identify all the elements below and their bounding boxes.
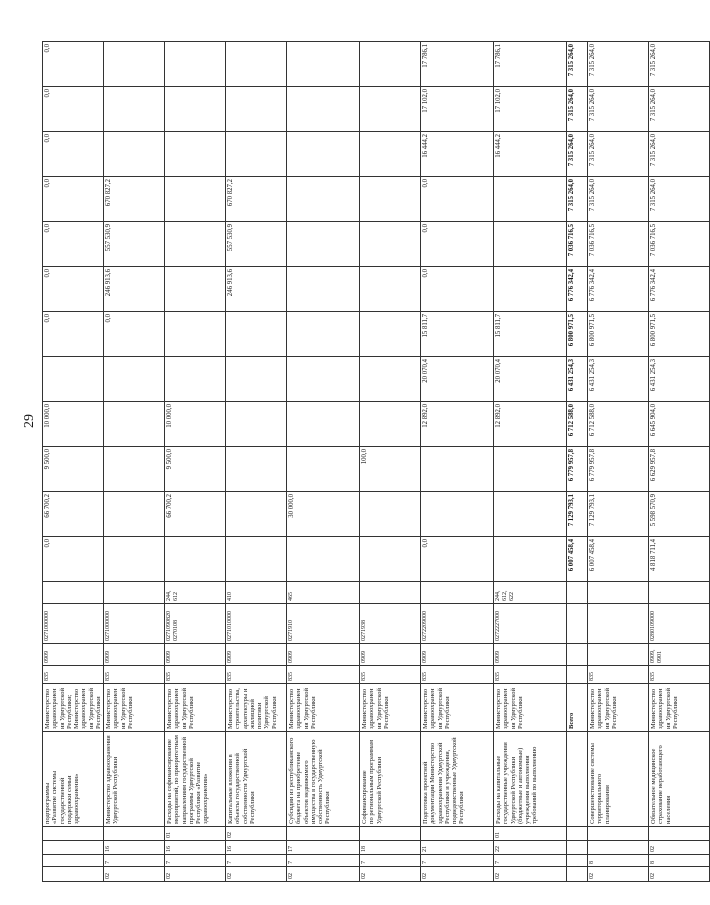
value-cell [104,402,165,447]
value-cell [226,87,287,132]
value-cell: 6 800 971,5 [649,312,710,357]
value-cell [360,492,421,537]
value-cell: 6 779 957,8 [588,447,649,492]
name-cell: подпрограммы «Развитие системы государственной поддержки семьи здравоохранения» [43,732,104,827]
target-article-cell: 0271938 [360,604,421,644]
value-cell: 0,0 [43,267,104,312]
value-cell: 20 070,4 [494,357,567,402]
value-cell [165,312,226,357]
page-number: 29 [22,414,37,428]
code-cell [649,827,710,841]
value-cell: 6 645 904,0 [649,402,710,447]
code-cell: 02 [649,841,710,855]
code-cell: 8 [588,855,649,867]
code-cell: 02 [421,867,494,882]
value-cell: 12 892,0 [421,402,494,447]
code-cell: 02 [226,867,287,882]
code-cell: 7 [226,855,287,867]
value-cell: 0,0 [104,312,165,357]
value-cell [360,42,421,87]
name-cell: Обязательное медицинское страхование неработающего населения [649,732,710,827]
executor-cell: Министерство здравоохранения Удмуртской Республики [649,684,710,732]
value-cell [494,267,567,312]
value-cell [494,537,567,582]
value-cell: 0,0 [43,222,104,267]
value-cell: 6 776 342,4 [567,267,588,312]
value-cell: 670 827,2 [226,177,287,222]
code-cell: 02 [360,867,421,882]
value-cell: 7 315 264,0 [567,177,588,222]
code-cell [43,867,104,882]
expense-type-cell [588,582,649,604]
table-row [287,42,360,882]
value-cell: 0,0 [43,537,104,582]
value-cell [165,222,226,267]
value-cell [226,492,287,537]
target-article-cell [588,604,649,644]
value-cell [421,447,494,492]
section-cell: 0909 [43,644,104,666]
target-article-cell: 0280109000 [649,604,710,644]
value-cell: 7 129 793,1 [588,492,649,537]
expense-type-cell [567,582,588,604]
value-cell: 6 431 254,3 [588,357,649,402]
value-cell [165,177,226,222]
section-cell: 0909 [421,644,494,666]
target-article-cell: 0272227000 [494,604,567,644]
name-cell: Подготовка проектной документации Министерство здравоохранения Удмуртской Республики и учреждения, подведомственные Удмуртской Республики [421,732,494,827]
table-row [567,42,588,882]
value-cell: 10 000,0 [165,402,226,447]
expense-type-cell: 244, 612 [165,582,226,604]
value-cell: 6 776 342,4 [649,267,710,312]
value-cell: 6 629 957,8 [649,447,710,492]
executor-cell: Всего [567,684,588,732]
value-cell [165,132,226,177]
value-cell [360,222,421,267]
value-cell: 4 818 711,4 [649,537,710,582]
code-cell [287,827,360,841]
value-cell: 7 315 264,0 [588,132,649,177]
value-cell [360,267,421,312]
value-cell [104,42,165,87]
value-cell: 9 500,0 [43,447,104,492]
value-cell: 10 000,0 [43,402,104,447]
section-cell: 0909 [494,644,567,666]
value-cell: 0,0 [421,267,494,312]
value-cell: 7 315 264,0 [649,177,710,222]
section-cell: 0909, 0901 [649,644,710,666]
value-cell [287,177,360,222]
code-cell: 16 [165,841,226,855]
code-cell: 18 [360,841,421,855]
code-cell: 21 [421,841,494,855]
code-cell: 01 [494,827,567,841]
value-cell: 17 102,0 [494,87,567,132]
value-cell: 6 712 588,0 [567,402,588,447]
code-cell [567,855,588,867]
value-cell [226,357,287,402]
code-cell: 8 [649,855,710,867]
grbs-cell: 835 [43,666,104,684]
code-cell: 7 [360,855,421,867]
executor-cell: Министерство здравоохранения Удмуртской Республики [494,684,567,732]
value-cell: 15 811,7 [494,312,567,357]
name-cell: Софинансирование по региональным программам Удмуртской Республики [360,732,421,827]
value-cell: 7 315 264,0 [649,132,710,177]
grbs-cell: 835 [104,666,165,684]
grbs-cell: 835 [649,666,710,684]
value-cell: 7 315 264,0 [588,87,649,132]
expense-type-cell [649,582,710,604]
grbs-cell [567,666,588,684]
value-cell: 7 036 716,5 [567,222,588,267]
value-cell [287,267,360,312]
value-cell: 7 315 264,0 [567,87,588,132]
code-cell: 22 [494,841,567,855]
section-cell: 0909 [287,644,360,666]
rotated-table-container [42,44,679,882]
name-cell: Совершенствование системы территориального планирования [588,732,649,827]
expense-type-cell: 244, 612, 622 [494,582,567,604]
expense-type-cell: 465 [287,582,360,604]
executor-cell: Министерство здравоохранения Удмуртской Республики [165,684,226,732]
code-cell: 7 [287,855,360,867]
code-cell: 16 [104,841,165,855]
value-cell: 0,0 [43,312,104,357]
executor-cell: Министерство строительства, архитектуры и жилищной политики Удмуртской Республики [226,684,287,732]
value-cell: 7 315 264,0 [649,42,710,87]
executor-cell: Министерство здравоохранения Удмуртской Республики [104,684,165,732]
name-cell: Капитальные вложения в объекты государственной собственности Удмуртской Республики [226,732,287,827]
value-cell: 6 776 342,4 [588,267,649,312]
value-cell [226,537,287,582]
code-cell [360,827,421,841]
value-cell: 20 070,4 [421,357,494,402]
code-cell [588,841,649,855]
section-cell [588,644,649,666]
value-cell: 6 800 971,5 [588,312,649,357]
value-cell: 0,0 [43,177,104,222]
name-cell: Расходы на капитальные государственные учреждения Удмуртской Республики (бюджетные и автономные) учреждения выполнения требований по выполнению [494,732,567,827]
name-cell: Субсидии из республиканского бюджета на приобретение объектов недвижимого имущества в государственную собственность Удмуртской Республики [287,732,360,827]
value-cell [226,312,287,357]
value-cell: 0,0 [43,42,104,87]
code-cell [567,827,588,841]
value-cell [104,87,165,132]
value-cell [226,447,287,492]
table-body [43,42,710,882]
value-cell: 66 700,2 [43,492,104,537]
value-cell: 17 786,1 [421,42,494,87]
value-cell [165,537,226,582]
target-article-cell [567,604,588,644]
executor-cell: Министерство здравоохранения Удмуртской Республики [360,684,421,732]
value-cell: 6 431 254,3 [649,357,710,402]
table-row [360,42,421,882]
section-cell: 0909 [165,644,226,666]
grbs-cell: 835 [494,666,567,684]
value-cell: 16 444,2 [494,132,567,177]
value-cell [287,222,360,267]
value-cell [287,537,360,582]
value-cell [287,87,360,132]
grbs-cell: 835 [588,666,649,684]
table-row [165,42,226,882]
value-cell [360,132,421,177]
target-article-cell: 0271010000 [226,604,287,644]
value-cell [43,357,104,402]
target-article-cell: 0272209000 [421,604,494,644]
value-cell [287,132,360,177]
value-cell: 17 102,0 [421,87,494,132]
value-cell: 7 036 716,5 [588,222,649,267]
value-cell: 0,0 [43,87,104,132]
value-cell: 6 431 254,3 [567,357,588,402]
grbs-cell: 835 [165,666,226,684]
code-cell [421,827,494,841]
value-cell [360,537,421,582]
value-cell: 7 129 793,1 [567,492,588,537]
value-cell: 7 036 716,5 [649,222,710,267]
value-cell: 66 700,2 [165,492,226,537]
target-article-cell: 0271000000 [43,604,104,644]
expense-type-cell [43,582,104,604]
table-row [104,42,165,882]
value-cell: 6 800 971,5 [567,312,588,357]
value-cell [360,87,421,132]
code-cell: 7 [494,855,567,867]
value-cell: 0,0 [43,132,104,177]
value-cell [494,447,567,492]
value-cell [360,402,421,447]
code-cell: 7 [165,855,226,867]
name-cell [567,732,588,827]
executor-cell: Министерство здравоохранения Удмуртской Республики [287,684,360,732]
section-cell: 0909 [104,644,165,666]
value-cell: 7 315 264,0 [588,177,649,222]
budget-table [42,41,710,882]
value-cell: 16 444,2 [421,132,494,177]
value-cell: 7 315 264,0 [588,42,649,87]
value-cell: 6 007 458,4 [588,537,649,582]
value-cell: 6 779 957,8 [567,447,588,492]
value-cell [104,447,165,492]
code-cell [588,827,649,841]
value-cell [226,132,287,177]
name-cell: Расходы на софинансирование мероприятий, по приоритетным направлениям государственной программы Удмуртской Республики «Развитие здравоохранения» [165,732,226,827]
target-article-cell: 0271090820 0270108 [165,604,226,644]
code-cell: 02 [165,867,226,882]
executor-cell: Министерство здравоохранения Удмуртской Республики [588,684,649,732]
grbs-cell: 835 [421,666,494,684]
code-cell: 02 [588,867,649,882]
value-cell [104,492,165,537]
target-article-cell: 0271000000 [104,604,165,644]
value-cell: 670 827,2 [104,177,165,222]
value-cell [360,357,421,402]
value-cell: 6 007 458,4 [567,537,588,582]
value-cell: 0,0 [421,177,494,222]
value-cell [287,312,360,357]
value-cell [494,177,567,222]
value-cell [104,132,165,177]
value-cell: 7 315 264,0 [567,42,588,87]
code-cell: 02 [226,827,287,841]
value-cell: 7 315 264,0 [649,87,710,132]
expense-type-cell [360,582,421,604]
value-cell [421,492,494,537]
expense-type-cell [421,582,494,604]
code-cell [43,827,104,841]
value-cell [494,492,567,537]
value-cell: 30 000,0 [287,492,360,537]
section-cell: 0909 [226,644,287,666]
value-cell [494,222,567,267]
value-cell: 100,0 [360,447,421,492]
grbs-cell: 835 [226,666,287,684]
value-cell: 246 913,6 [104,267,165,312]
value-cell [104,537,165,582]
value-cell [165,357,226,402]
table-row [649,42,710,882]
code-cell [104,827,165,841]
value-cell [287,402,360,447]
value-cell: 9 500,0 [165,447,226,492]
value-cell: 15 811,7 [421,312,494,357]
executor-cell: Министерство здравоохранения Удмуртской Республики [421,684,494,732]
table-row [494,42,567,882]
value-cell: 17 786,1 [494,42,567,87]
value-cell: 6 712 588,0 [588,402,649,447]
grbs-cell: 835 [360,666,421,684]
table-row [421,42,494,882]
value-cell: 5 598 570,9 [649,492,710,537]
table-row [43,42,104,882]
value-cell [287,357,360,402]
code-cell: 02 [494,867,567,882]
value-cell [226,402,287,447]
target-article-cell: 0271910 [287,604,360,644]
code-cell: 02 [649,867,710,882]
table-row [226,42,287,882]
value-cell [165,42,226,87]
code-cell [567,841,588,855]
value-cell: 7 315 264,0 [567,132,588,177]
code-cell: 17 [287,841,360,855]
value-cell: 0,0 [421,537,494,582]
code-cell [43,841,104,855]
code-cell: 02 [287,867,360,882]
executor-cell: Министерство здравоохранения Удмуртской Республики; Министерство здравоохранения Удмуртской Республики [43,684,104,732]
expense-type-cell: 410 [226,582,287,604]
value-cell [165,87,226,132]
code-cell: 16 [226,841,287,855]
section-cell [567,644,588,666]
value-cell: 557 530,9 [104,222,165,267]
code-cell: 02 [104,867,165,882]
grbs-cell: 835 [287,666,360,684]
value-cell [287,42,360,87]
value-cell [104,357,165,402]
expense-type-cell [104,582,165,604]
code-cell: 7 [104,855,165,867]
code-cell [567,867,588,882]
value-cell [165,267,226,312]
name-cell: Министерство здравоохранения Удмуртской Республики [104,732,165,827]
code-cell: 01 [165,827,226,841]
section-cell: 0909 [360,644,421,666]
table-row [588,42,649,882]
value-cell: 0,0 [421,222,494,267]
value-cell: 557 530,9 [226,222,287,267]
value-cell [226,42,287,87]
value-cell: 12 892,0 [494,402,567,447]
value-cell [287,447,360,492]
value-cell [360,312,421,357]
value-cell: 246 913,6 [226,267,287,312]
value-cell [360,177,421,222]
code-cell [43,855,104,867]
code-cell: 7 [421,855,494,867]
